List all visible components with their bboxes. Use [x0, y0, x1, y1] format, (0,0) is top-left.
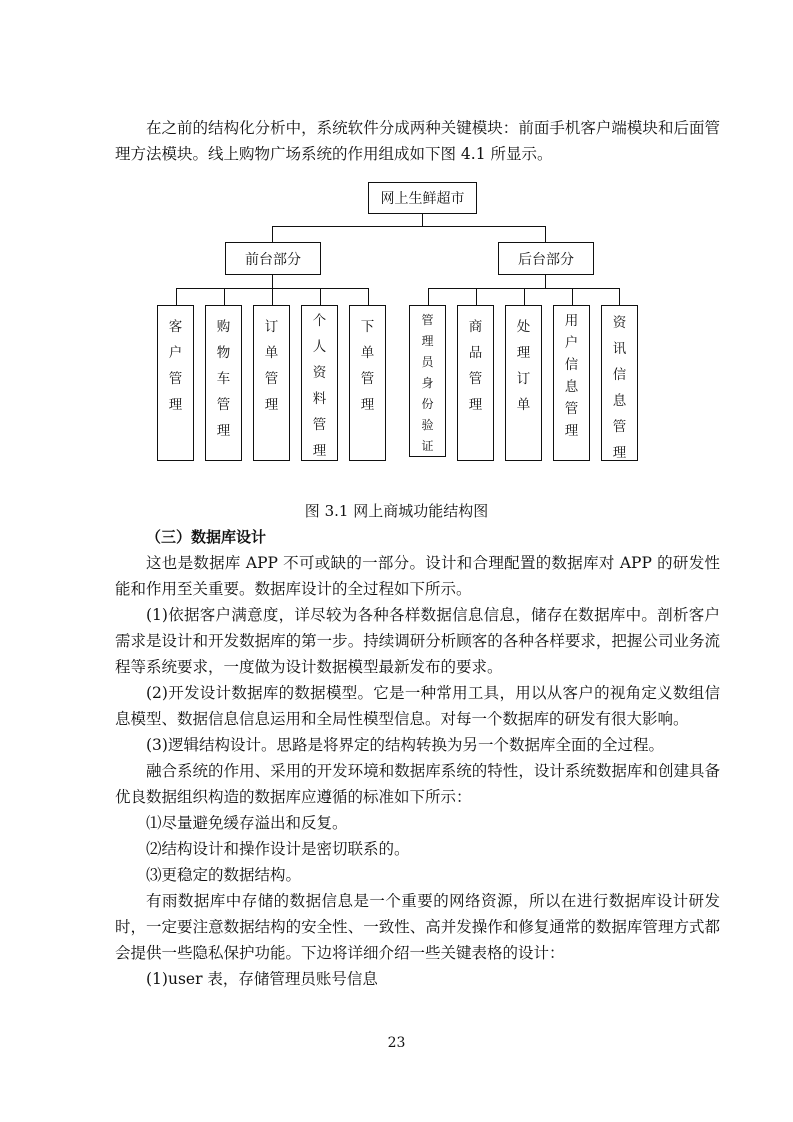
connector — [368, 288, 369, 305]
paragraph-7: (1)user 表，存储管理员账号信息 — [146, 970, 378, 988]
list-item-2: ⑵结构设计和操作设计是密切联系的。 — [146, 840, 410, 858]
paragraph-3: (2)开发设计数据库的数据模型。它是一种常用工具，用以从客户的视角定义数组信息模型、数据信息信息运用和全局性模型信息。对每一个数据库的研发有很大影响。 — [115, 684, 720, 728]
back-item-5: 资讯信息管理 — [601, 305, 638, 461]
connector — [619, 288, 620, 305]
front-item-1: 客户管理 — [157, 305, 194, 461]
connector — [545, 275, 546, 288]
back-item-2: 商品管理 — [457, 305, 494, 461]
front-item-4: 个人资料管理 — [301, 305, 338, 461]
front-item-3: 订单管理 — [253, 305, 290, 461]
connector — [272, 288, 273, 305]
paragraph-4: (3)逻辑结构设计。思路是将界定的结构转换为另一个数据库全面的全过程。 — [146, 736, 664, 754]
figure-caption: 图 3.1 网上商城功能结构图 — [304, 502, 489, 520]
section-heading: （三）数据库设计 — [146, 528, 267, 546]
front-item-5: 下单管理 — [349, 305, 386, 461]
connector — [476, 288, 477, 305]
intro-paragraph: 在之前的结构化分析中，系统软件分成两种关键模块：前面手机客户端模块和后面管理方法模块。线上购物广场系统的作用组成如下图 4.1 所显示。 — [115, 119, 720, 163]
front-item-2: 购物车管理 — [205, 305, 242, 461]
connector — [422, 214, 423, 226]
back-item-4: 用户信息管理 — [553, 305, 590, 461]
connector — [572, 288, 573, 305]
front-node: 前台部分 — [225, 242, 321, 275]
list-item-1: ⑴尽量避免缓存溢出和反复。 — [146, 814, 348, 832]
paragraph-2: (1)依据客户满意度，详尽较为各种各样数据信息信息，储存在数据库中。剖析客户需求是设计和开发数据库的第一步。持续调研分析顾客的各种各样要求，把握公司业务流程等系统要求，一度做为设计数据模型最新发布的要求。 — [115, 606, 720, 676]
root-node: 网上生鲜超市 — [368, 182, 477, 214]
connector — [272, 226, 273, 242]
connector — [224, 288, 225, 305]
connector — [545, 226, 546, 242]
page-number: 23 — [387, 1035, 406, 1051]
paragraph-5: 融合系统的作用、采用的开发环境和数据库系统的特性，设计系统数据库和创建具备优良数据组织构造的数据库应遵循的标准如下所示： — [115, 762, 720, 806]
back-node: 后台部分 — [498, 242, 594, 275]
back-item-3: 处理订单 — [505, 305, 542, 461]
paragraph-1: 这也是数据库 APP 不可或缺的一部分。设计和合理配置的数据库对 APP 的研发性能和作用至关重要。数据库设计的全过程如下所示。 — [115, 554, 720, 598]
connector — [524, 288, 525, 305]
paragraph-6: 有雨数据库中存储的数据信息是一个重要的网络资源，所以在进行数据库设计研发时，一定要注意数据结构的安全性、一致性、高并发操作和修复通常的数据库管理方式都会提供一些隐私保护功能。下边将详细介绍一些关键表格的设计： — [115, 892, 720, 962]
back-item-1: 管理员身份验证 — [409, 305, 446, 457]
list-item-3: ⑶更稳定的数据结构。 — [146, 866, 302, 884]
connector — [272, 275, 273, 288]
connector — [272, 226, 546, 227]
connector — [176, 288, 177, 305]
connector — [428, 288, 429, 305]
connector — [320, 288, 321, 305]
